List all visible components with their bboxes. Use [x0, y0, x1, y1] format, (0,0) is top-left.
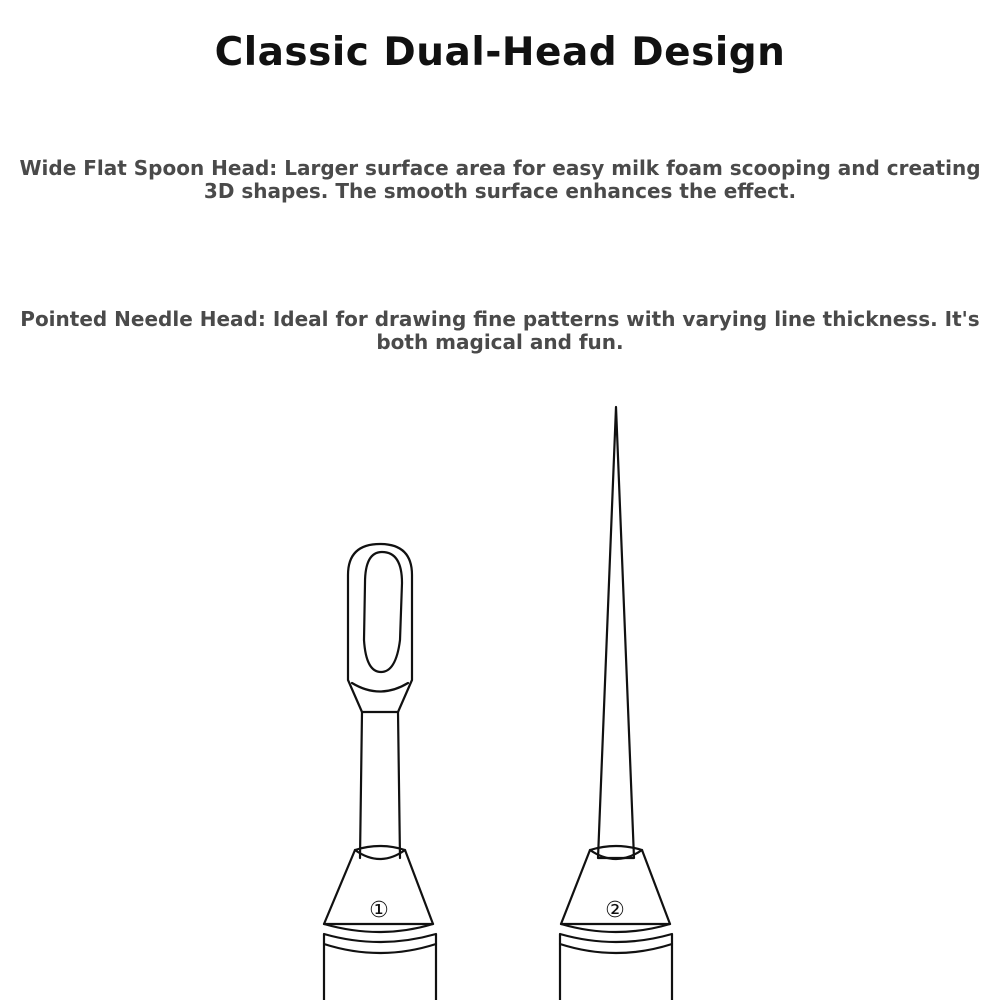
spoon-collar-top — [355, 846, 405, 850]
page-title: Classic Dual-Head Design — [214, 30, 786, 75]
needle-head-description: Pointed Needle Head: Ideal for drawing fine patterns with varying line thickness. It's both magical and fun. — [20, 307, 980, 354]
needle-number-label: ② — [605, 898, 625, 923]
spoon-neck-right — [398, 712, 400, 858]
needle-band — [560, 934, 672, 953]
spoon-head-icon — [324, 544, 436, 1000]
spoon-head-description: Wide Flat Spoon Head: Larger surface area for easy milk foam scooping and creating 3D shapes. The smooth surface enhances the effect. — [19, 156, 981, 203]
needle-outline — [598, 407, 634, 858]
spoon-neck-left — [360, 712, 362, 858]
spoon-band — [324, 934, 436, 953]
spoon-inner-edge — [352, 683, 408, 692]
spoon-number-label: ① — [369, 898, 389, 923]
spoon-inner-hole — [364, 552, 402, 672]
